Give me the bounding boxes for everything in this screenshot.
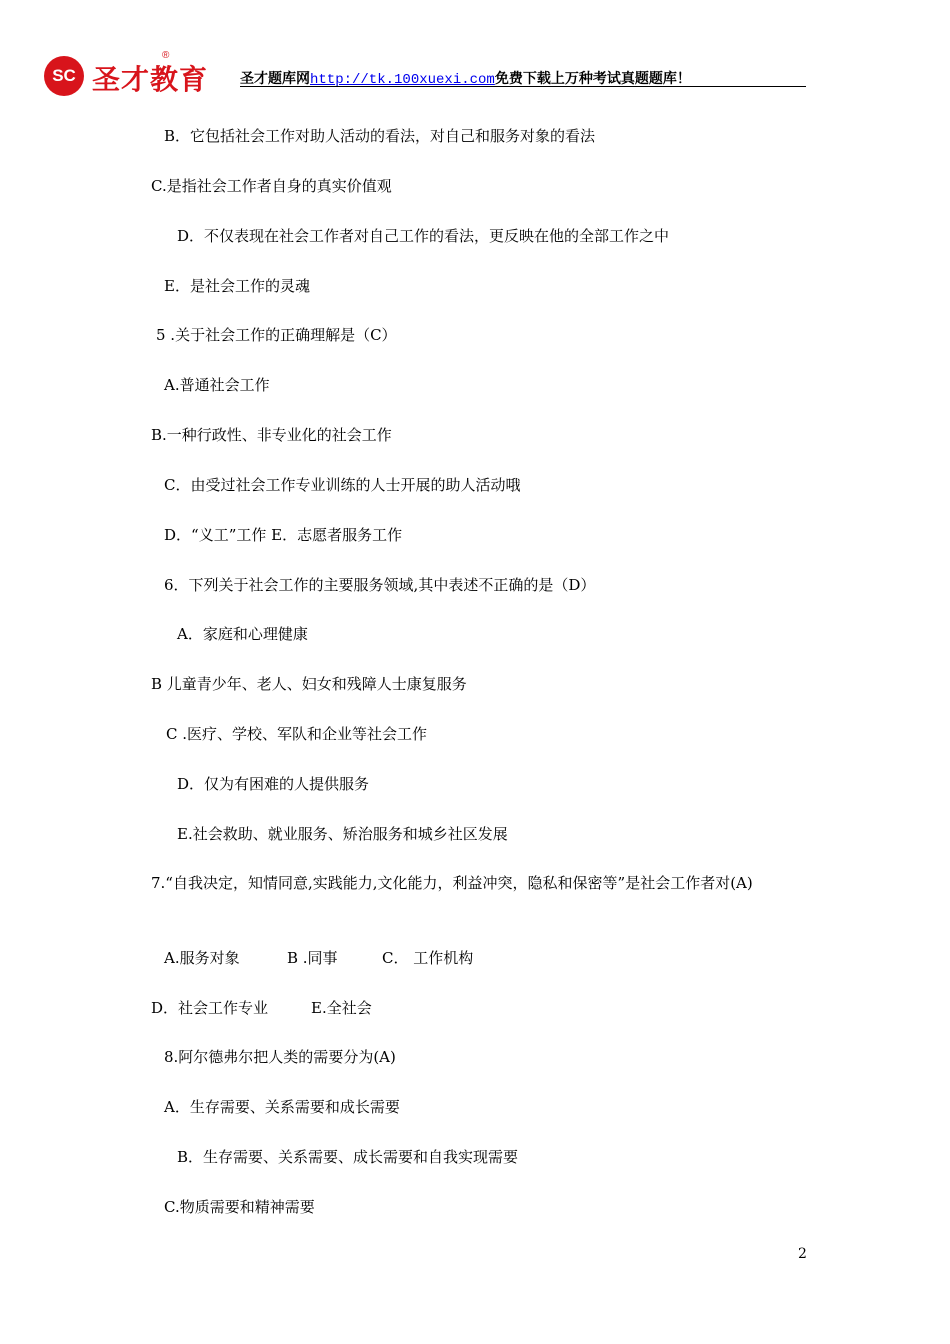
option-line: B．生存需要、关系需要、成长需要和自我实现需要	[177, 1148, 519, 1166]
option-line: D．不仅表现在社会工作者对自己工作的看法，更反映在他的全部工作之中	[177, 227, 670, 245]
site-name: 圣才题库网	[240, 71, 310, 87]
option-line: B 儿童青少年、老人、妇女和残障人士康复服务	[151, 675, 467, 693]
option-line: A.服务对象	[164, 949, 240, 967]
option-line: A．生存需要、关系需要和成长需要	[164, 1098, 400, 1116]
option-line: C． 工作机构	[382, 949, 474, 967]
question-line: 6．下列关于社会工作的主要服务领域,其中表述不正确的是（D）	[164, 576, 596, 594]
registered-mark: ®	[162, 50, 170, 61]
option-line: B .同事	[287, 949, 338, 967]
tagline: 免费下载上万种考试真题题库！	[494, 71, 691, 87]
option-line: B．它包括社会工作对助人活动的看法，对自己和服务对象的看法	[164, 127, 596, 145]
option-line: D．仅为有困难的人提供服务	[177, 775, 370, 793]
question-line: 8.阿尔德弗尔把人类的需要分为(A)	[164, 1048, 396, 1066]
site-link[interactable]: http://tk.100xuexi.com	[310, 72, 495, 88]
option-line: C .医疗、学校、军队和企业等社会工作	[166, 725, 428, 743]
option-line: E．是社会工作的灵魂	[164, 277, 310, 295]
option-line: C.是指社会工作者自身的真实价值观	[151, 177, 392, 195]
header-text	[240, 68, 691, 88]
option-line: C.物质需要和精神需要	[164, 1198, 315, 1216]
option-line: B.一种行政性、非专业化的社会工作	[151, 426, 392, 444]
header-rule	[240, 86, 806, 87]
option-line: A.普通社会工作	[164, 376, 270, 394]
question-line: 5 .关于社会工作的正确理解是（C）	[156, 326, 397, 344]
page-number: 2	[798, 1246, 807, 1262]
question-line: 7.“自我决定，知情同意,实践能力,文化能力，利益冲突，隐私和保密等”是社会工作者对(A)	[151, 874, 753, 892]
option-line: D．“义工”工作 E．志愿者服务工作	[164, 526, 403, 544]
logo-text: 圣才教育	[92, 63, 209, 96]
option-line: A．家庭和心理健康	[177, 625, 308, 643]
option-line: E.全社会	[311, 999, 372, 1017]
option-line: D．社会工作专业	[151, 999, 269, 1017]
option-line: E.社会救助、就业服务、矫治服务和城乡社区发展	[177, 825, 508, 843]
option-line: C．由受过社会工作专业训练的人士开展的助人活动哦	[164, 476, 521, 494]
logo-mark: SC	[44, 56, 84, 96]
